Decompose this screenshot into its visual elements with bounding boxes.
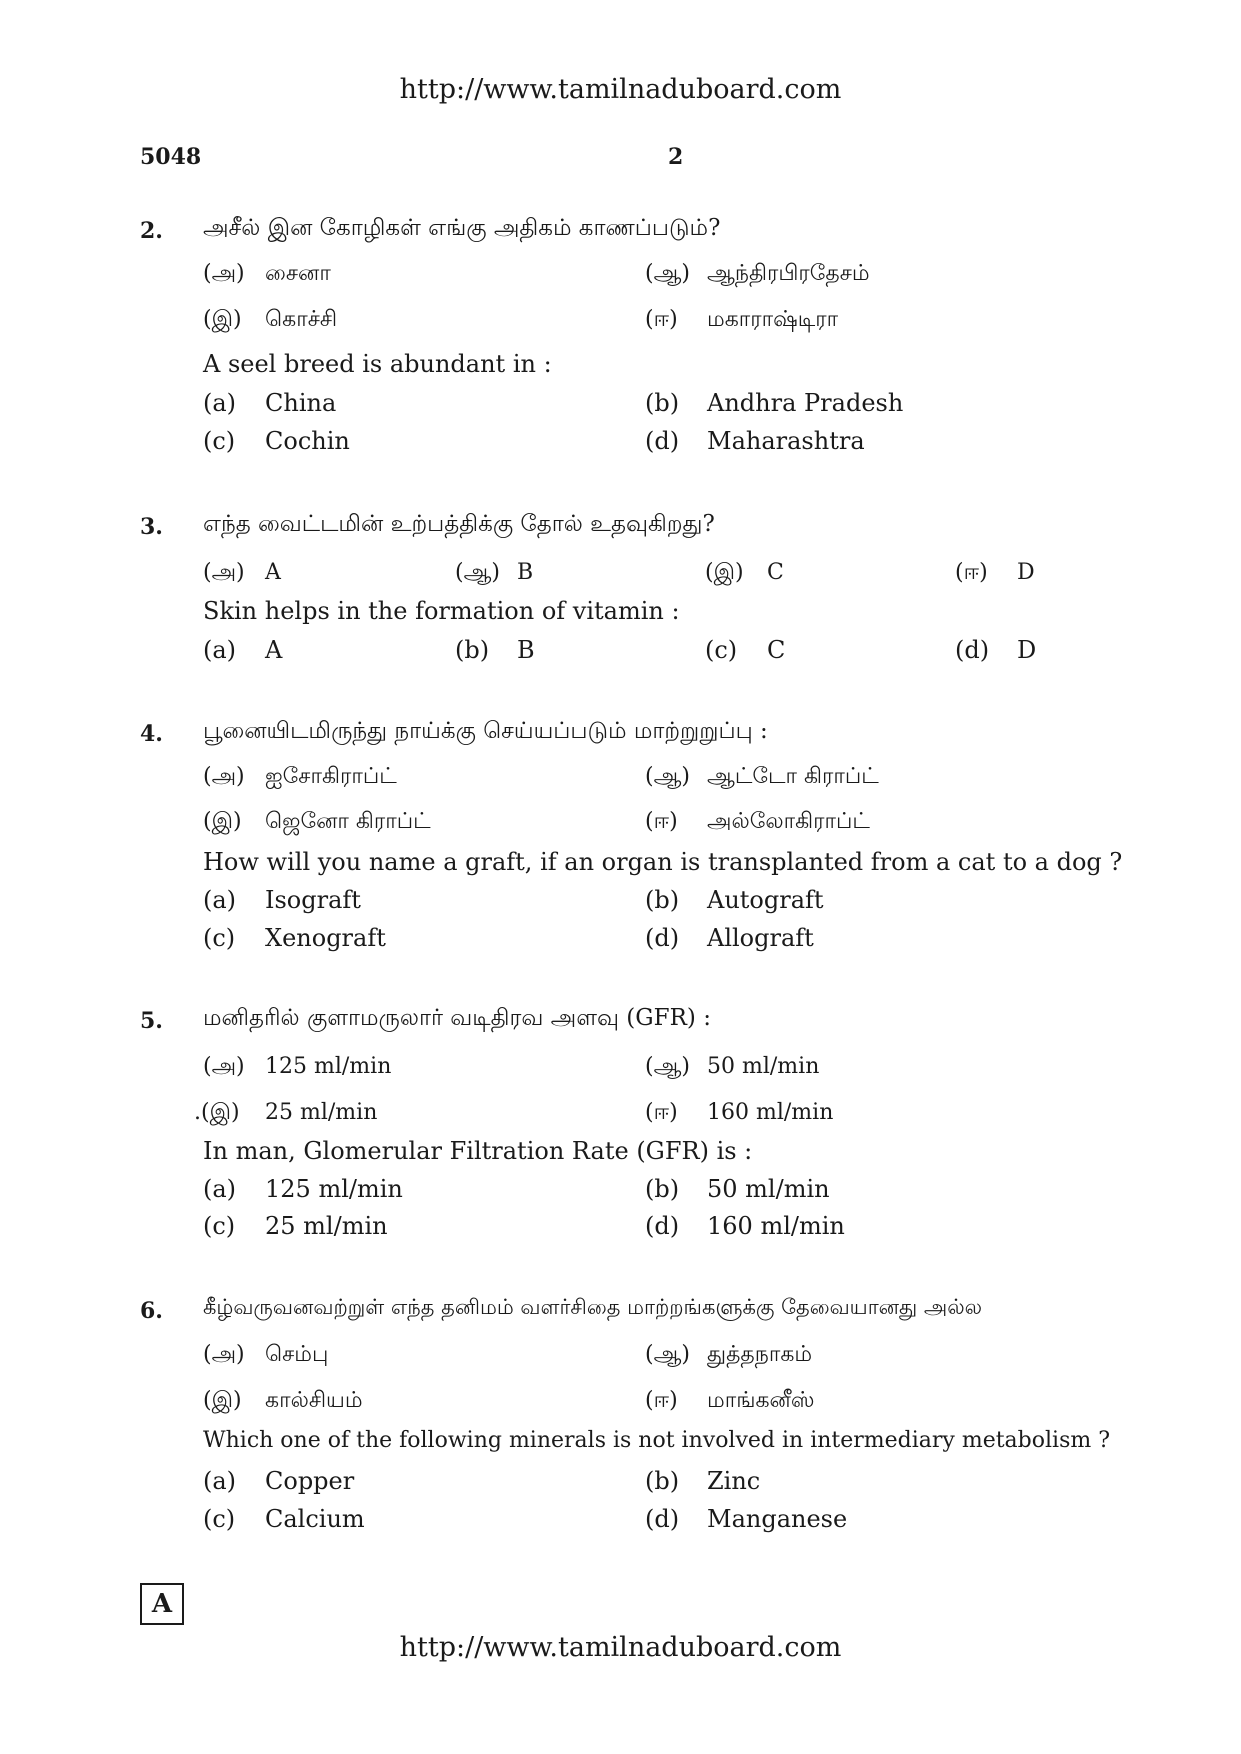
- english-option-b: (b) Autograft: [645, 886, 824, 914]
- english-option-a: (a) Isograft: [203, 886, 361, 914]
- page-number: 2: [668, 144, 684, 170]
- english-option-c: (c) Cochin: [203, 427, 350, 455]
- tamil-option-c: (இ) C: [705, 560, 784, 585]
- english-option-d: (d) D: [955, 636, 1037, 664]
- english-option-d: (d) 160 ml/min: [645, 1212, 845, 1240]
- english-question: In man, Glomerular Filtration Rate (GFR) is :: [203, 1137, 753, 1165]
- tamil-option-b: (ஆ) 50 ml/min: [645, 1054, 820, 1079]
- tamil-option-c: (இ) ஜெனோ கிராப்ட்: [203, 809, 431, 834]
- tamil-option-b: (ஆ) ஆந்திரபிரதேசம்: [645, 261, 870, 286]
- tamil-option-c: .(இ) 25 ml/min: [194, 1100, 378, 1125]
- tamil-option-d: (ஈ) 160 ml/min: [645, 1100, 834, 1125]
- question-number: 3.: [140, 514, 163, 540]
- tamil-question: எந்த வைட்டமின் உற்பத்திக்கு தோல் உதவுகிறது?: [203, 511, 715, 537]
- english-option-b: (b) Andhra Pradesh: [645, 389, 904, 417]
- tamil-question: கீழ்வருவனவற்றுள் எந்த தனிமம் வளர்சிதை மாற்றங்களுக்கு தேவையானது அல்ல: [203, 1295, 983, 1319]
- tamil-option-a: (அ) ஐசோகிராப்ட்: [203, 764, 397, 789]
- english-option-c: (c) 25 ml/min: [203, 1212, 388, 1240]
- english-question: Which one of the following minerals is not involved in intermediary metabolism ?: [203, 1428, 1111, 1453]
- tamil-question: அசீல் இன கோழிகள் எங்கு அதிகம் காணப்படும்?: [203, 215, 721, 241]
- tamil-option-a: (அ) சைனா: [203, 261, 331, 286]
- english-option-d: (d) Maharashtra: [645, 427, 865, 455]
- tamil-option-b: (ஆ) துத்தநாகம்: [645, 1342, 813, 1367]
- tamil-option-d: (ஈ) D: [955, 560, 1035, 585]
- english-option-c: (c) Xenograft: [203, 924, 386, 952]
- question-number: 5.: [140, 1008, 163, 1034]
- tamil-option-a: (அ) செம்பு: [203, 1342, 329, 1367]
- english-question: A seel breed is abundant in :: [203, 350, 552, 378]
- english-option-d: (d) Allograft: [645, 924, 814, 952]
- english-option-b: (b) B: [455, 636, 535, 664]
- english-option-a: (a) A: [203, 636, 283, 664]
- tamil-question: மனிதரில் குளாமருலார் வடிதிரவ அளவு (GFR) :: [203, 1005, 711, 1031]
- tamil-option-a: (அ) A: [203, 560, 281, 585]
- english-question: Skin helps in the formation of vitamin :: [203, 597, 680, 625]
- question-number: 4.: [140, 721, 163, 747]
- english-option-a: (a) Copper: [203, 1467, 355, 1495]
- english-option-a: (a) China: [203, 389, 337, 417]
- tamil-option-b: (ஆ) ஆட்டோ கிராப்ட்: [645, 764, 879, 789]
- tamil-option-c: (இ) கால்சியம்: [203, 1388, 363, 1413]
- english-option-b: (b) 50 ml/min: [645, 1175, 830, 1203]
- footer-url: http://www.tamilnaduboard.com: [399, 1632, 842, 1663]
- english-option-d: (d) Manganese: [645, 1505, 848, 1533]
- tamil-option-b: (ஆ) B: [455, 560, 534, 585]
- tamil-option-d: (ஈ) மாங்கனீஸ்: [645, 1388, 815, 1413]
- paper-code: 5048: [140, 144, 202, 170]
- english-option-a: (a) 125 ml/min: [203, 1175, 403, 1203]
- question-number: 2.: [140, 218, 163, 244]
- header-url: http://www.tamilnaduboard.com: [399, 74, 842, 105]
- tamil-option-c: (இ) கொச்சி: [203, 307, 338, 332]
- english-option-c: (c) C: [705, 636, 786, 664]
- tamil-option-d: (ஈ) அல்லோகிராப்ட்: [645, 809, 870, 834]
- question-number: 6.: [140, 1298, 163, 1324]
- english-option-c: (c) Calcium: [203, 1505, 365, 1533]
- tamil-option-d: (ஈ) மகாராஷ்டிரா: [645, 307, 839, 332]
- tamil-question: பூனையிடமிருந்து நாய்க்கு செய்யப்படும் மாற்றுறுப்பு :: [203, 718, 768, 744]
- english-question: How will you name a graft, if an organ is transplanted from a cat to a dog ?: [203, 848, 1123, 876]
- english-option-b: (b) Zinc: [645, 1467, 761, 1495]
- tamil-option-a: (அ) 125 ml/min: [203, 1054, 392, 1079]
- booklet-series-box: A: [140, 1583, 184, 1625]
